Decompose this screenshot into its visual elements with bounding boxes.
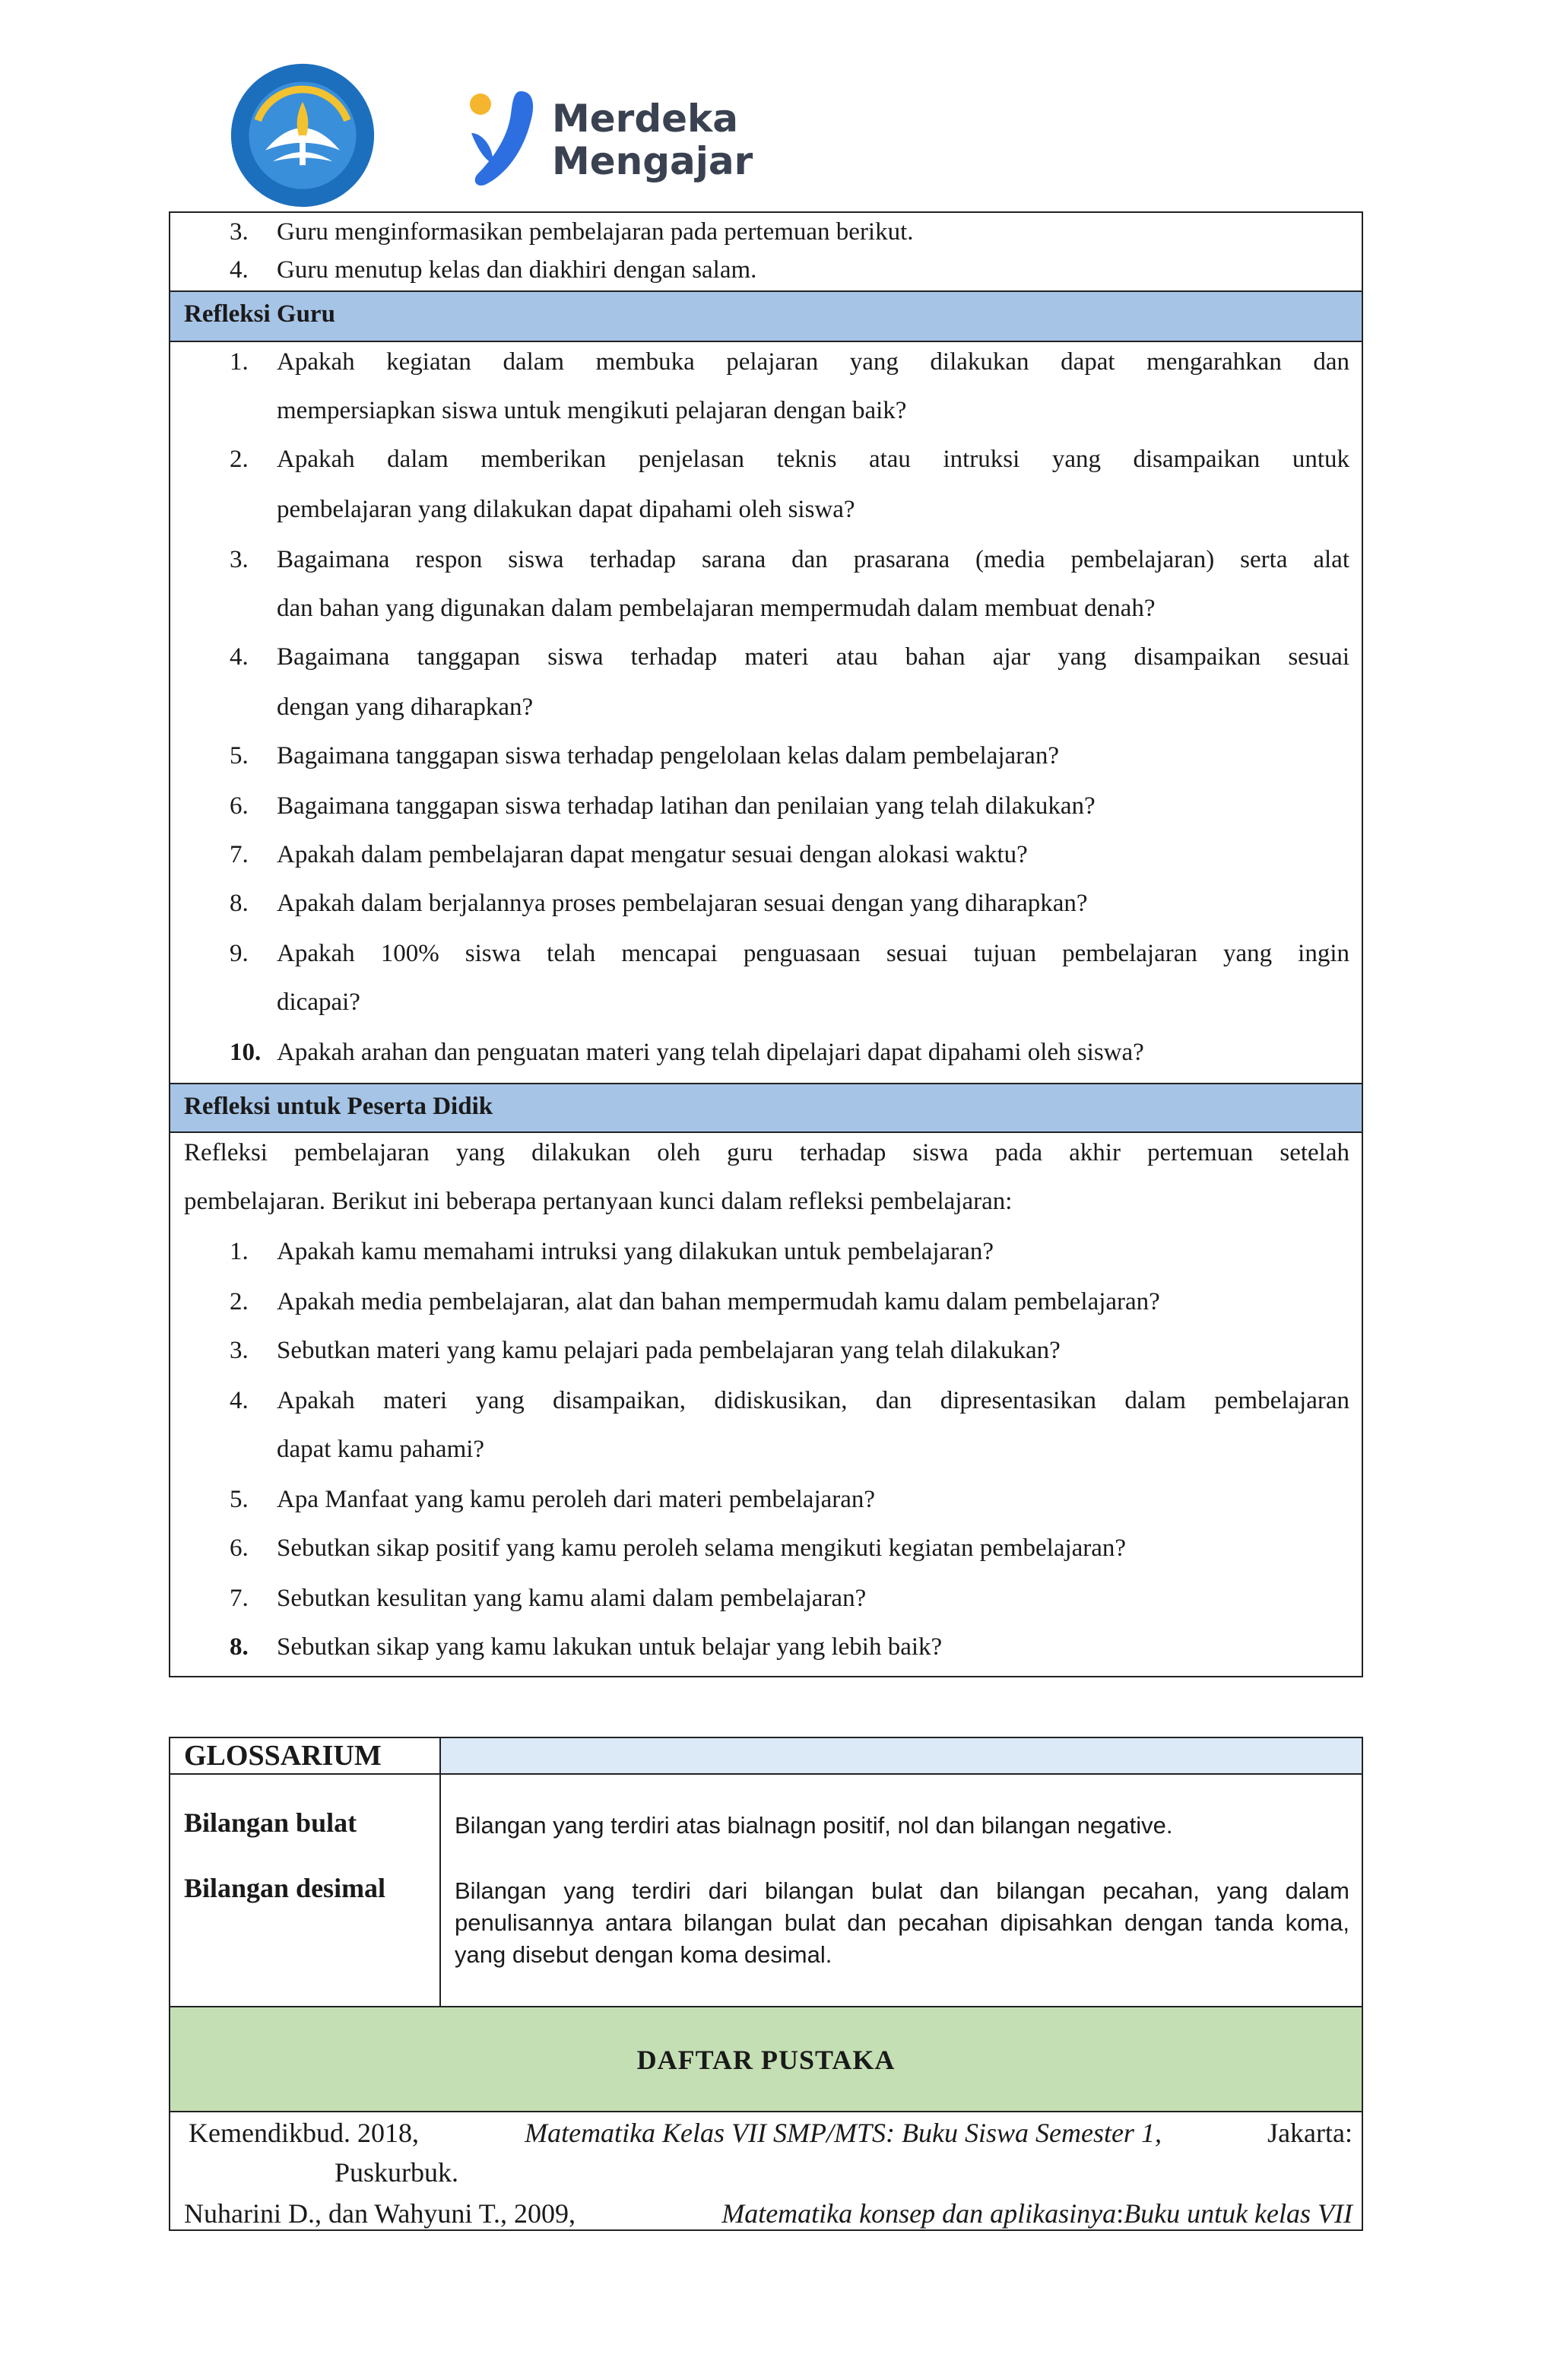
item-number: 8. bbox=[230, 1633, 249, 1661]
glossarium-header-fill bbox=[441, 1738, 1362, 1775]
item-text: Sebutkan sikap positif yang kamu peroleh selama mengikuti kegiatan pembelajaran? bbox=[277, 1534, 1127, 1562]
glossary-definition: Bilangan yang terdiri atas bialnagn positif, nol dan bilangan negative. bbox=[455, 1812, 1173, 1839]
reference-separator: : bbox=[1116, 2198, 1124, 2229]
item-number: 3. bbox=[230, 218, 249, 246]
merdeka-mengajar-wordmark bbox=[552, 97, 753, 182]
item-number: 1. bbox=[230, 1238, 249, 1265]
item-text: Apakah dalam memberikan penjelasan teknis atau intruksi yang disampaikan untuk bbox=[277, 446, 1349, 473]
intro-paragraph-line: Refleksi pembelajaran yang dilakukan oleh guru terhadap siswa pada akhir pertemuan setelah bbox=[184, 1139, 1349, 1166]
section-header-refleksi-peserta-didik bbox=[170, 1083, 1362, 1133]
column-divider bbox=[439, 1775, 441, 2006]
item-number: 3. bbox=[230, 546, 249, 573]
reference-title: Matematika Kelas VII SMP/MTS: Buku Siswa Semester 1, bbox=[525, 2118, 1162, 2148]
item-text: Apakah arahan dan penguatan materi yang telah dipelajari dapat dipahami oleh siswa? bbox=[277, 1039, 1144, 1066]
item-text: dengan yang diharapkan? bbox=[277, 693, 534, 721]
glossarium-table bbox=[169, 1737, 1363, 2007]
item-text: Sebutkan sikap yang kamu lakukan untuk belajar yang lebih baik? bbox=[277, 1633, 943, 1661]
item-number: 6. bbox=[230, 792, 249, 820]
reference-author-year: Nuharini D., dan Wahyuni T., 2009, bbox=[184, 2198, 576, 2229]
item-number: 4. bbox=[230, 643, 249, 671]
item-text: Apakah dalam pembelajaran dapat mengatur sesuai dengan alokasi waktu? bbox=[277, 841, 1028, 868]
item-text: Sebutkan kesulitan yang kamu alami dalam pembelajaran? bbox=[277, 1585, 867, 1612]
glossary-definition: Bilangan yang terdiri dari bilangan bulat dan bilangan pecahan, yang dalam penulisannya antara bilangan bulat dan pecahan dipisahkan dengan tanda koma, yang disebut dengan koma desimal. bbox=[455, 1877, 1349, 1968]
reference-subtitle: Buku untuk kelas VII bbox=[1124, 2198, 1352, 2229]
daftar-pustaka-title: DAFTAR PUSTAKA bbox=[636, 2045, 896, 2075]
reference-author-year: Kemendikbud. 2018, bbox=[189, 2118, 419, 2148]
section-title: Refleksi untuk Peserta Didik bbox=[184, 1093, 493, 1120]
tut-wuri-handayani-logo bbox=[228, 61, 377, 210]
item-number: 1. bbox=[230, 348, 249, 376]
reference-publisher: Puskurbuk. bbox=[335, 2157, 459, 2188]
intro-paragraph-line: pembelajaran. Berikut ini beberapa pertanyaan kunci dalam refleksi pembelajaran: bbox=[184, 1188, 1013, 1215]
glossary-term: Bilangan desimal bbox=[184, 1873, 386, 1903]
brand-line-2: Mengajar bbox=[552, 139, 753, 183]
reference-entry bbox=[189, 2112, 1352, 2153]
item-text: dan bahan yang digunakan dalam pembelajaran mempermudah dalam membuat denah? bbox=[277, 595, 1156, 622]
section-header-refleksi-guru bbox=[170, 290, 1362, 342]
glossarium-header bbox=[170, 1738, 441, 1775]
item-text: Apakah dalam berjalannya proses pembelajaran sesuai dengan yang diharapkan? bbox=[277, 890, 1088, 917]
item-text: Bagaimana respon siswa terhadap sarana dan prasarana (media pembelajaran) serta alat bbox=[277, 546, 1349, 573]
item-text: Apakah kamu memahami intruksi yang dilakukan untuk pembelajaran? bbox=[277, 1238, 994, 1265]
daftar-pustaka-header bbox=[169, 2006, 1363, 2112]
item-number: 5. bbox=[230, 1486, 249, 1513]
item-number: 7. bbox=[230, 841, 249, 868]
header-logos bbox=[0, 0, 1557, 213]
reference-publisher-city: Jakarta: bbox=[1267, 2118, 1352, 2148]
item-number: 4. bbox=[230, 256, 249, 284]
item-number: 2. bbox=[230, 1288, 249, 1315]
item-number: 5. bbox=[230, 742, 249, 770]
item-number: 2. bbox=[230, 446, 249, 473]
item-number: 9. bbox=[230, 940, 249, 967]
item-text: Apakah kegiatan dalam membuka pelajaran yang dilakukan dapat mengarahkan dan bbox=[277, 348, 1349, 376]
item-number: 6. bbox=[230, 1534, 249, 1562]
item-number: 3. bbox=[230, 1337, 249, 1364]
item-text: Guru menginformasikan pembelajaran pada pertemuan berikut. bbox=[277, 218, 914, 246]
item-text: mempersiapkan siswa untuk mengikuti pelajaran dengan baik? bbox=[277, 397, 907, 424]
item-number: 7. bbox=[230, 1585, 249, 1612]
reference-title: Matematika konsep dan aplikasinya bbox=[721, 2198, 1117, 2229]
item-text: Bagaimana tanggapan siswa terhadap materi atau bahan ajar yang disampaikan sesuai bbox=[277, 643, 1349, 671]
brand-line-1: Merdeka bbox=[552, 97, 739, 141]
item-text: pembelajaran yang dilakukan dapat dipahami oleh siswa? bbox=[277, 496, 855, 523]
item-text: dapat kamu pahami? bbox=[277, 1436, 485, 1463]
item-text: Apakah 100% siswa telah mencapai penguasaan sesuai tujuan pembelajaran yang ingin bbox=[277, 940, 1349, 967]
item-text: Bagaimana tanggapan siswa terhadap pengelolaan kelas dalam pembelajaran? bbox=[277, 742, 1059, 770]
item-text: Bagaimana tanggapan siswa terhadap latihan dan penilaian yang telah dilakukan? bbox=[277, 792, 1096, 820]
merdeka-mengajar-logo-mark bbox=[464, 87, 547, 194]
reference-list bbox=[169, 2111, 1363, 2231]
item-number: 8. bbox=[230, 890, 249, 917]
item-number: 10. bbox=[230, 1039, 262, 1066]
item-number: 4. bbox=[230, 1387, 249, 1414]
glossary-term: Bilangan bulat bbox=[184, 1807, 357, 1838]
reference-entry bbox=[184, 2193, 1352, 2234]
item-text: Apa Manfaat yang kamu peroleh dari materi pembelajaran? bbox=[277, 1486, 876, 1513]
item-text: Apakah materi yang disampaikan, didiskusikan, dan dipresentasikan dalam pembelajaran bbox=[277, 1387, 1349, 1414]
item-text: Sebutkan materi yang kamu pelajari pada pembelajaran yang telah dilakukan? bbox=[277, 1337, 1061, 1364]
section-title: Refleksi Guru bbox=[184, 300, 335, 328]
item-text: Apakah media pembelajaran, alat dan bahan mempermudah kamu dalam pembelajaran? bbox=[277, 1288, 1160, 1315]
glossarium-title: GLOSSARIUM bbox=[184, 1740, 382, 1772]
kegiatan-reflection-box bbox=[169, 211, 1363, 1677]
item-text: dicapai? bbox=[277, 988, 360, 1016]
item-text: Guru menutup kelas dan diakhiri dengan salam. bbox=[277, 256, 757, 284]
